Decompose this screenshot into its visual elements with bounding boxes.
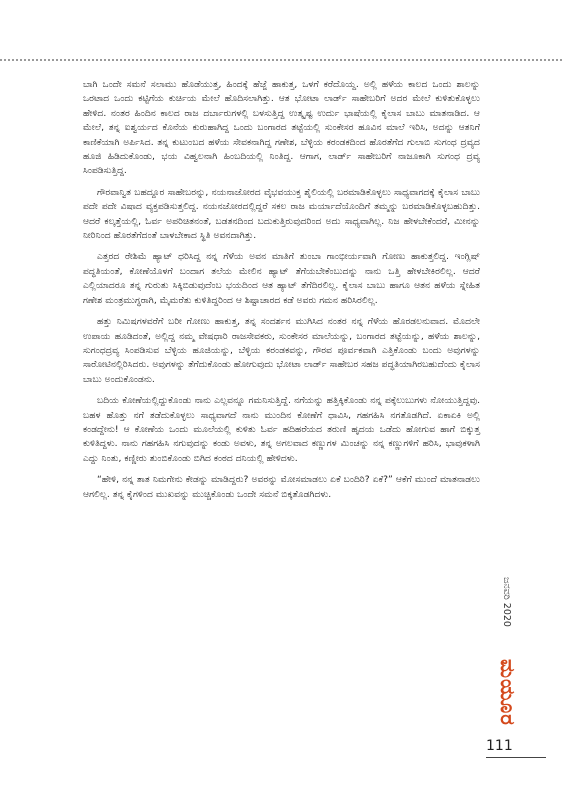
paragraph-4: ಹತ್ತು ನಿಮಿಷಗಳವರೆಗೆ ಬರೀ ಗೋಣು ಹಾಕುತ್ತ, ತನ್ನ ಸಂದರ್ಶನ ಮುಗಿಸಿದ ನಂತರ ನನ್ನ ಗೆಳೆಯ ಹೊರಡಲನುವಾದ. ಮೊದಲೇ ಉಪಾಯ ಹೂಡಿದಂತೆ, ಅಲ್ಲಿದ್ದ ನಮ್ಮ ವೇಷಧಾರಿ ರಾಜಸೇವಕರು, ಸುಂಕೇಸರ ಮಾಲೆಯನ್ನು, ಬಂಗಾರದ ತಟ್ಟೆಯನ್ನು, ಹಳೆಯ ಶಾಲನ್ನು, ಸುಗಂಧದ್ರವ್ಯ ಸಿಂಪಡಿಸುವ ಬೆಳ್ಳಿಯ ಹೂಜಿಯನ್ನು, ಬೆಳ್ಳಿಯ ಕರಂಡಕವನ್ನು, ಗೌರವ ಪೂರ್ವಕವಾಗಿ ಎತ್ತಿಕೊಂಡು ಬಂದು ಅವುಗಳನ್ನು ಸಾರೋಟಿನಲ್ಲಿರಿಸಿದರು. ಅವುಗಳನ್ನು ತೆಗೆದುಕೊಂಡು ಹೋಗುವುದು ಭೋಟಾ ಲಾರ್ಡ್ ಸಾಹೇಬರ ಸಹಜ ಪದ್ಧತಿಯಾಗಿರಬಹುದೆಂದು ಕೈಲಾಸ ಬಾಬು ಅಂದುಕೊಂಡನು. bbox=[83, 316, 480, 385]
magazine-name: ಮಯೂರ bbox=[496, 659, 520, 726]
page-number: 111 bbox=[486, 738, 513, 754]
bottom-rule bbox=[486, 757, 546, 758]
paragraph-6: “ಹೇಳಿ, ನನ್ನ ತಾತ ನಿಮಗೇನು ಕೇಡನ್ನು ಮಾಡಿದ್ದರು? ಅವರನ್ನು ಮೋಸಮಾಡಲು ಏಕೆ ಬಂದಿರಿ? ಏಕೆ?” ಆಕೆಗೆ ಮುಂದೆ ಮಾತನಾಡಲು ಆಗಲಿಲ್ಲ. ತನ್ನ ಕೈಗಳಿಂದ ಮುಖವನ್ನು ಮುಚ್ಚಿಕೊಂಡು ಒಂದೇ ಸಮನೆ ಬಿಕ್ಕತೊಡಗಿದಳು. bbox=[83, 474, 480, 500]
top-dotted-rule bbox=[0, 59, 562, 61]
paragraph-1: ಬಾಗಿ ಒಂದೇ ಸಮನೆ ಸಲಾಮು ಹೊಡೆಯುತ್ತ, ಹಿಂದಕ್ಕೆ ಹೆಜ್ಜೆ ಹಾಕುತ್ತ, ಒಳಗೆ ಕರೆದೊಯ್ದ. ಅಲ್ಲಿ ಹಳೆಯ ಕಾಲದ ಒಂದು ಶಾಲನ್ನು ಒರಟಾದ ಒಂದು ಕಟ್ಟಿಗೆಯ ಕುರ್ಚಿಯ ಮೇಲೆ ಹೊದಿಸಲಾಗಿತ್ತು. ಆತ ಭೋಟಾ ಲಾರ್ಡ್ ಸಾಹೇಬರಿಗೆ ಅದರ ಮೇಲೆ ಕುಳಿತುಕೊಳ್ಳಲು ಹೇಳಿದ. ನಂತರ ಹಿಂದಿನ ಕಾಲದ ರಾಜ ದರ್ಬಾರುಗಳಲ್ಲಿ ಬಳಸುತ್ತಿದ್ದ ಉತ್ಕೃಷ್ಟ ಉರ್ದು ಭಾಷೆಯಲ್ಲಿ ಕೈಲಾಸ ಬಾಬು ಮಾತನಾಡಿದ. ಆ ಮೇಲೆ, ತನ್ನ ಐಶ್ವರ್ಯದ ಕೊನೆಯ ಕುರುಹಾಗಿದ್ದ ಒಂದು ಬಂಗಾರದ ತಟ್ಟೆಯಲ್ಲಿ ಸುಂಕೇಸರ ಹೂವಿನ ಮಾಲೆ ಇರಿಸಿ, ಅದನ್ನು ಆತನಿಗೆ ಕಾಣಿಕೆಯಾಗಿ ಅರ್ಪಿಸಿದ. ತನ್ನ ಕುಟುಂಬದ ಹಳೆಯ ಸೇವಕನಾಗಿದ್ದ ಗಣೇಶ, ಬೆಳ್ಳಿಯ ಕರಂಡಕದಿಂದ ಹೊರತೆಗೆದ ಗುಲಾಬಿ ಸುಗಂಧ ದ್ರವ್ಯದ ಹೂಜಿ ಹಿಡಿದುಕೊಂಡು, ಭಯ ವಿಹ್ವಲನಾಗಿ ಹಿಂಬದಿಯಲ್ಲಿ ನಿಂತಿದ್ದ. ಆಗಾಗ, ಲಾರ್ಡ್ ಸಾಹೇಬರಿಗೆ ನಾಜೂಕಾಗಿ ಸುಗಂಧ ದ್ರವ್ಯ ಸಿಂಪಡಿಸುತ್ತಿದ್ದ. bbox=[83, 79, 480, 177]
article-body bbox=[83, 78, 480, 509]
paragraph-5: ಬದಿಯ ಕೋಣೆಯಲ್ಲಿದ್ದುಕೊಂಡು ನಾನು ಎಲ್ಲವನ್ನೂ ಗಮನಿಸುತ್ತಿದ್ದೆ. ನಗೆಯನ್ನು ಹತ್ತಿಕ್ಕಿಕೊಂಡು ನನ್ನ ಪಕ್ಕೆಲುಬುಗಳು ನೋಯುತ್ತಿದ್ದವು. ಬಹಳ ಹೊತ್ತು ನಗೆ ತಡೆದುಕೊಳ್ಳಲು ಸಾಧ್ಯವಾಗದೆ ನಾನು ಮುಂದಿನ ಕೋಣೆಗೆ ಧಾವಿಸಿ, ಗಹಗಹಿಸಿ ನಗತೊಡಗಿದೆ. ಏಕಾಏಕಿ ಅಲ್ಲಿ ಕಂಡದ್ದೇನು! ಆ ಕೋಣೆಯ ಒಂದು ಮೂಲೆಯಲ್ಲಿ ಕುಳಿತು ಓರ್ವ ಹದಿಹರೆಯದ ತರುಣಿ ಹೃದಯ ಒಡೆದು ಹೋಗುವ ಹಾಗೆ ಬಿಕ್ಕುತ್ತ ಕುಳಿತಿದ್ದಳು. ನಾನು ಗಹಗಹಿಸಿ ನಗುವುದನ್ನು ಕಂಡು ಅವಳು, ತನ್ನ ಅಗಲವಾದ ಕಣ್ಣುಗಳ ಮಿಂಚನ್ನು ನನ್ನ ಕಣ್ಣುಗಳಿಗೆ ಹರಿಸಿ, ಭಾವುಕಳಾಗಿ ಎದ್ದು ನಿಂತು, ಕಣ್ಣೀರು ತುಂಬಿಕೊಂಡು ಬಿಗಿದ ಕಂಠದ ದನಿಯಲ್ಲಿ ಹೇಳಿದಳು. bbox=[83, 395, 480, 464]
issue-date: ಜನವರಿ 2020 bbox=[501, 577, 512, 627]
paragraph-3: ಎತ್ತರದ ರೇಶಿಮೆ ಹ್ಯಾಟ್ ಧರಿಸಿದ್ದ ನನ್ನ ಗೆಳೆಯ ಅವನ ಮಾತಿಗೆ ತುಂಬಾ ಗಾಂಭೀರ್ಯವಾಗಿ ಗೋಣು ಹಾಕುತ್ತಲಿದ್ದ. ಇಂಗ್ಲಿಷ್ ಪದ್ಧತಿಯಂತೆ, ಕೋಣೆಯೊಳಗೆ ಬಂದಾಗ ತಲೆಯ ಮೇಲಿನ ಹ್ಯಾಟ್ ತೆಗೆಯಬೇಕೆಂಬುದನ್ನು ನಾನು ಒತ್ತಿ ಹೇಳಬೇಕಿರಲಿಲ್ಲ. ಆದರೆ ಎಲ್ಲಿಯಾದರೂ ತನ್ನ ಗುರುತು ಸಿಕ್ಕಿಬಿಡುವುದೆಂಬ ಭಯದಿಂದ ಆತ ಹ್ಯಾಟ್ ತೆಗೆದಿರಲಿಲ್ಲ. ಕೈಲಾಸ ಬಾಬು ಹಾಗೂ ಆತನ ಹಳೆಯ ಸ್ನೇಹಿತ ಗಣೇಶ ಮಂತ್ರಮುಗ್ಧರಾಗಿ, ಮೈಮರೆತು ಕುಳಿತಿದ್ದರಿಂದ ಆ ಶಿಷ್ಟಾಚಾರದ ಕಡೆ ಅವರು ಗಮನ ಹರಿಸಿರಲಿಲ್ಲ. bbox=[83, 251, 480, 306]
paragraph-2: ಗೌರವಾನ್ವಿತ ಬಹದ್ದೂರ ಸಾಹೇಬರನ್ನು, ನಯನಾಜೋರದ ವೈಭವಯುಕ್ತ ಶೈಲಿಯಲ್ಲಿ ಬರಮಾಡಿಕೊಳ್ಳಲು ಸಾಧ್ಯವಾಗದಕ್ಕೆ ಕೈಲಾಸ ಬಾಬು ಪದೇ ಪದೇ ವಿಷಾದ ವ್ಯಕ್ತಪಡಿಸುತ್ತಲಿದ್ದ. ನಯನಜೋರದಲ್ಲಿದ್ದರೆ ಸಕಲ ರಾಜ ಮರ್ಯಾದೆಯೊಂದಿಗೆ ತಮ್ಮನ್ನು ಬರಮಾಡಿಕೊಳ್ಳಬಹುದಿತ್ತು. ಆದರೆ ಕಲ್ಕತ್ತೆಯಲ್ಲಿ, ಓರ್ವ ಅಪರಿಚಿತನಂತೆ, ಬಡತನದಿಂದ ಬದುಕುತ್ತಿರುವುದರಿಂದ ಅದು ಸಾಧ್ಯವಾಗಿಲ್ಲ. ನಿಜ ಹೇಳಬೇಕೆಂದರೆ, ಮೀನನ್ನು ನೀರಿನಿಂದ ಹೊರತೆಗೆದಂತೆ ಬಾಳಬೇಕಾದ ಸ್ಥಿತಿ ಅವನದಾಗಿತ್ತು. bbox=[83, 186, 480, 242]
